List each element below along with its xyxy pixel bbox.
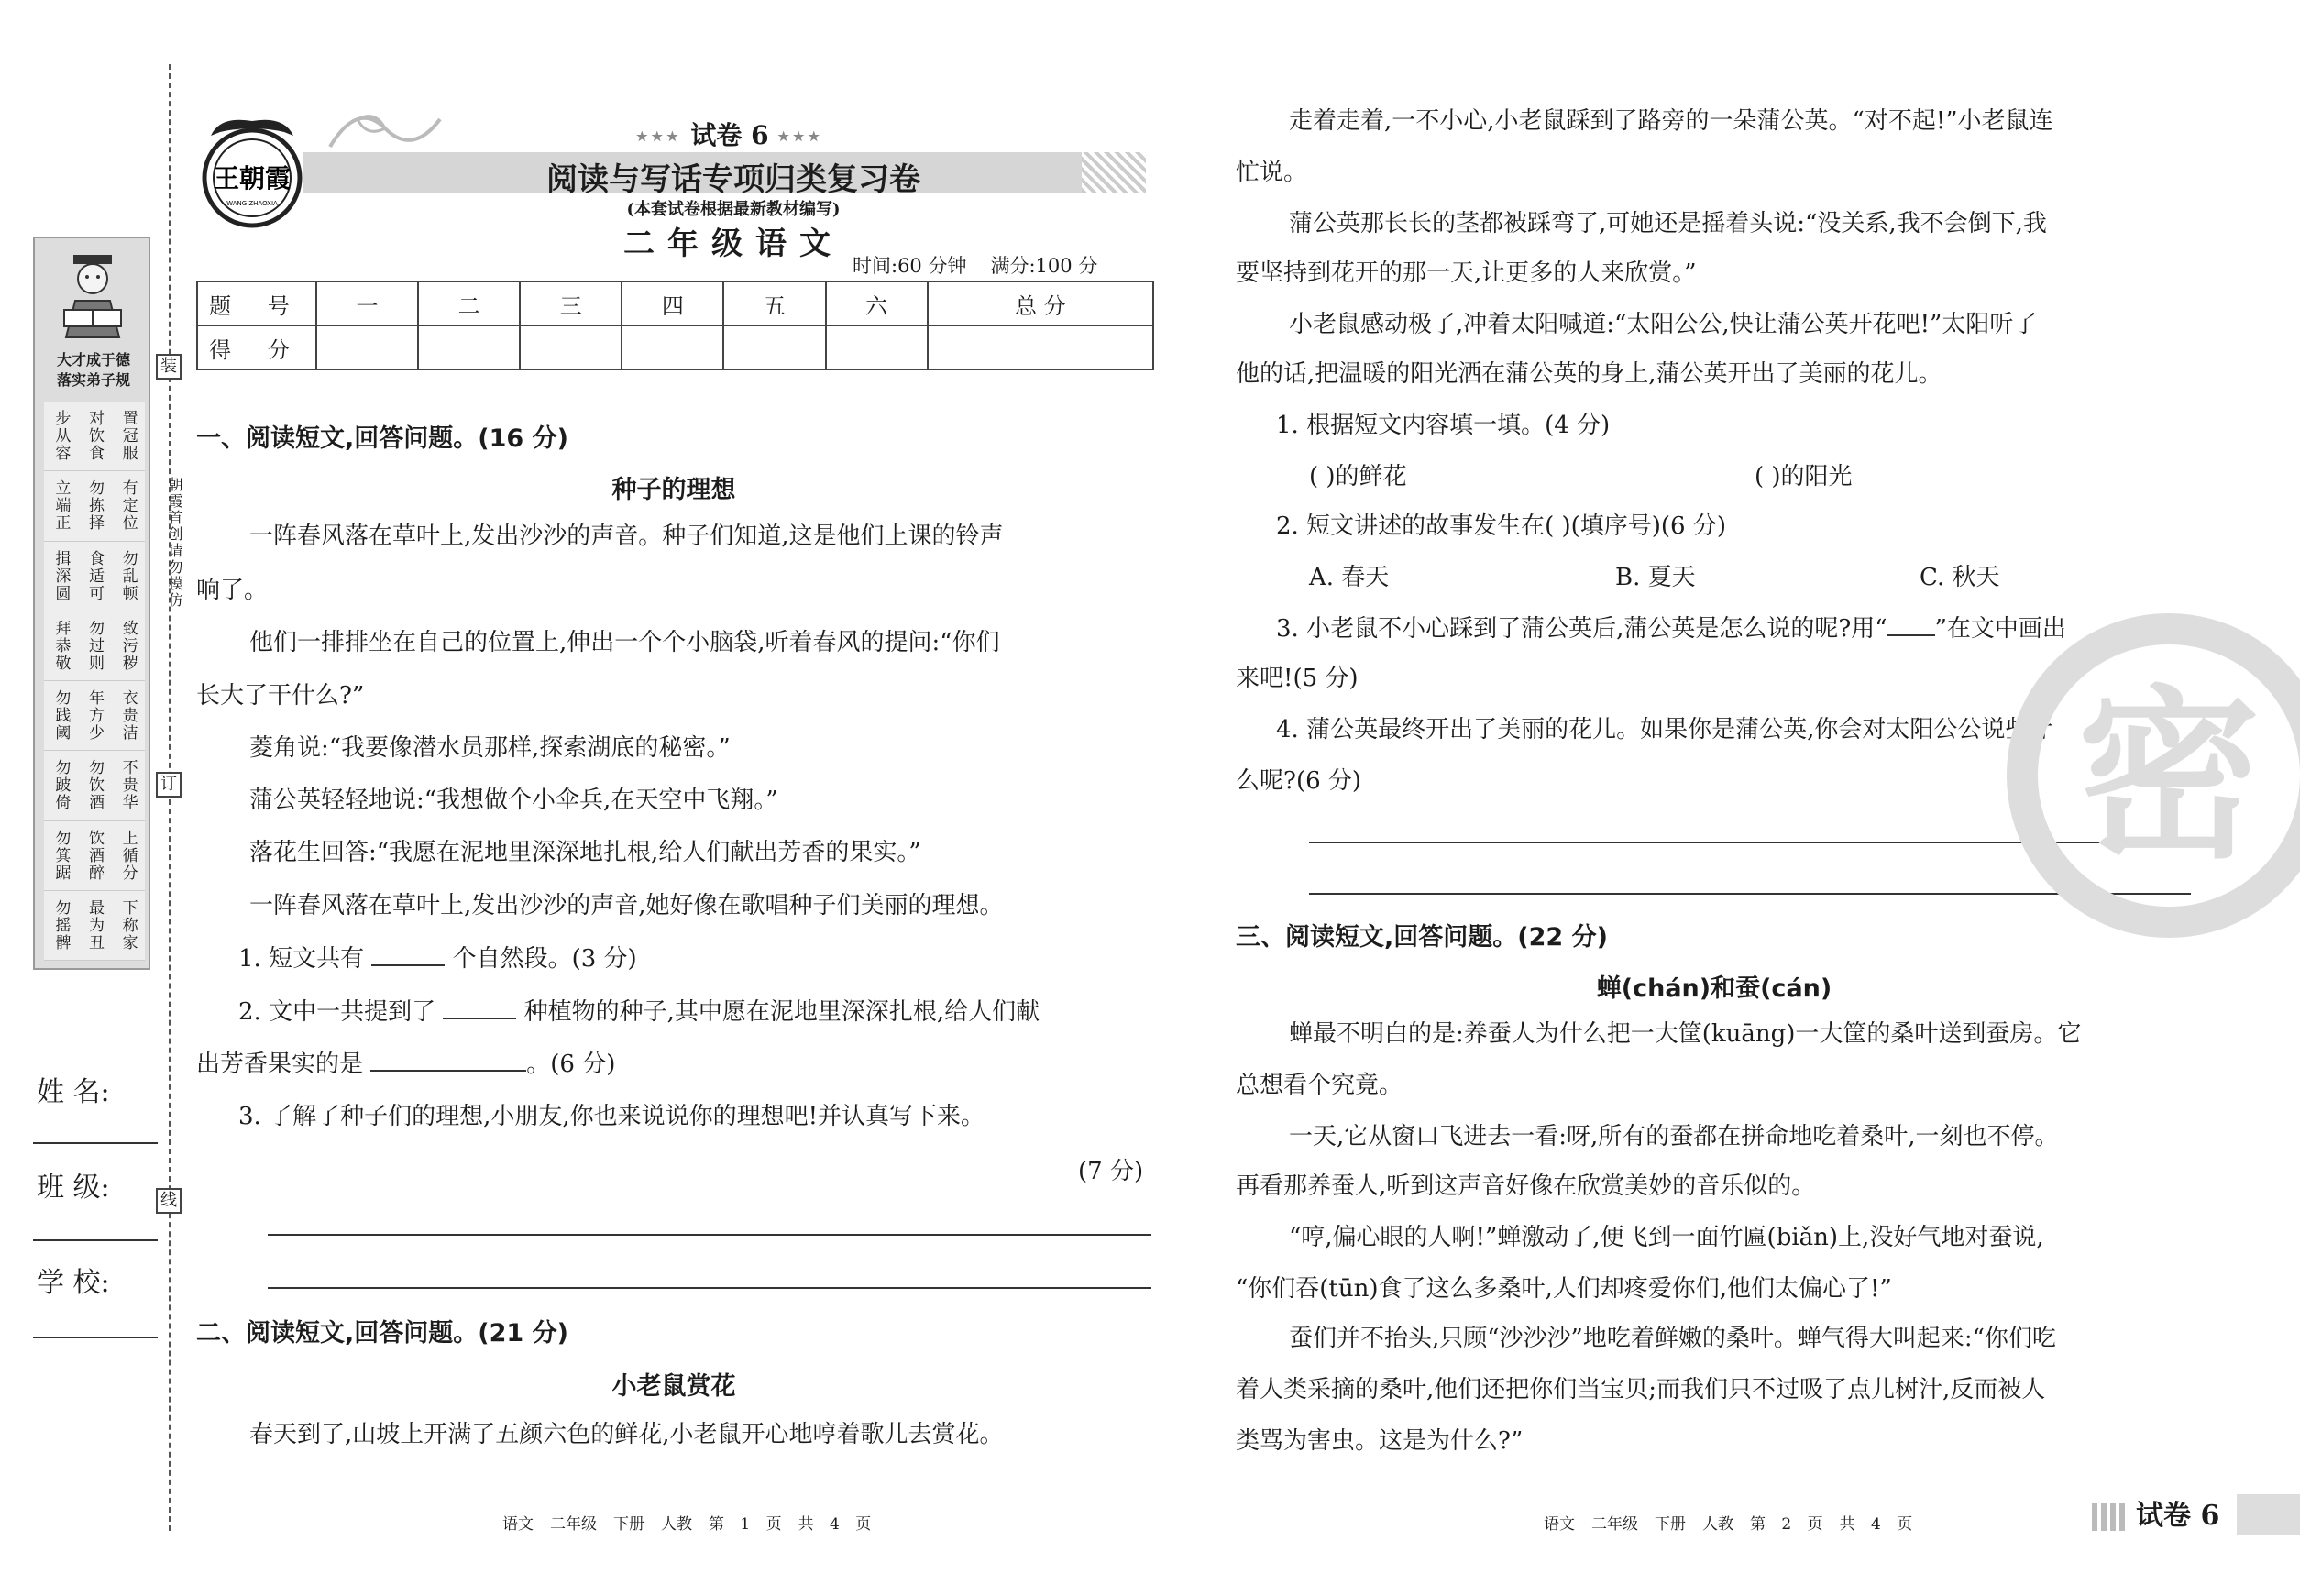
header-cell: 一	[316, 281, 418, 325]
motto-text: 饮酒醉	[84, 829, 104, 882]
s2-paragraph: 走着走着,一不小心,小老鼠踩到了路旁的一朵蒲公英。“对不起!”小老鼠连	[1289, 107, 2053, 135]
s2-paragraph: 蒲公英那长长的茎都被踩弯了,可她还是摇着头说:“没关系,我不会倒下,我	[1289, 210, 2047, 237]
s2-question-3-cont: 来吧!(5 分)	[1236, 665, 1359, 692]
class-label: 班 级:	[37, 1172, 110, 1204]
s1-paragraph: 落花生回答:“我愿在泥地里深深地扎根,给人们献出芳香的果实。”	[249, 839, 921, 866]
s1-q2-part-d: 。(6 分)	[526, 1051, 616, 1078]
score-table-score-row	[197, 325, 1153, 369]
score-cell[interactable]	[622, 325, 723, 369]
motto-text: 勿乱顿	[118, 549, 138, 602]
footer-left-total: 共 4 页	[798, 1515, 872, 1534]
header-cell: 总 分	[928, 281, 1153, 325]
motto-text: 置冠服	[118, 410, 138, 463]
school-label: 学 校:	[37, 1267, 110, 1299]
motto-text: 揖深圆	[51, 549, 71, 602]
class-field[interactable]	[33, 1239, 158, 1241]
score-cell[interactable]	[418, 325, 520, 369]
footer-right-page: 第 2 页	[1750, 1515, 1823, 1534]
motto-row	[44, 471, 145, 541]
motto-text: 拜恭敬	[51, 619, 71, 672]
s1-answer-line-2[interactable]	[268, 1287, 1151, 1289]
motto-text: 上循分	[118, 829, 138, 882]
s1-q2-part-b: 种植物的种子,其中愿在泥地里深深扎根,给人们献	[523, 998, 1040, 1026]
vertical-note-1: 朝霞首创	[166, 477, 183, 543]
motto-text: 衣贵洁	[118, 689, 138, 743]
s1-paragraph: 一阵春风落在草叶上,发出沙沙的声音。种子们知道,这是他们上课的铃声	[249, 523, 1004, 550]
watermark-char: 密	[2076, 668, 2261, 884]
score-table	[196, 281, 1154, 370]
time-info	[853, 251, 1097, 279]
s3-paragraph: 再看那养蚕人,听到这声音好像在欣赏美妙的音乐似的。	[1236, 1172, 1816, 1200]
s3-paragraph: “你们吞(tūn)食了这么多桑叶,人们却疼爱你们,他们太偏心了!”	[1236, 1275, 1892, 1303]
footer-right-edition: 人教	[1702, 1515, 1733, 1534]
sub-note: (本套试卷根据最新教材编写)	[626, 200, 841, 219]
s1-paragraph: 长大了干什么?”	[196, 682, 365, 710]
s1-answer-line-1[interactable]	[268, 1234, 1151, 1236]
motto-text: 最为丑	[84, 898, 104, 952]
s2-q1-fill-a[interactable]: ( )的鲜花	[1309, 463, 1407, 490]
title-banner-pattern	[1082, 152, 1146, 193]
s3-paragraph: 一天,它从窗口飞进去一看:呀,所有的蚕都在拼命地吃着桑叶,一刻也不停。	[1289, 1123, 2059, 1150]
cut-line	[169, 64, 171, 1531]
motto-row	[44, 402, 145, 471]
footer-left-page: 第 1 页	[709, 1515, 782, 1534]
main-title: 阅读与写话专项归类复习卷	[546, 161, 920, 198]
corner-dots	[2092, 1503, 2125, 1531]
footer-right	[1544, 1511, 1929, 1534]
section1-title: 种子的理想	[611, 476, 736, 504]
s1-q2-blank-2[interactable]	[370, 1048, 526, 1072]
s3-paragraph: 总想看个究竟。	[1236, 1072, 1403, 1099]
s2-q3-underline-sample	[1887, 612, 1935, 636]
seal-char-2: 订	[156, 772, 182, 798]
motto-row	[44, 681, 145, 751]
s1-q2-part-a: 2. 文中一共提到了	[238, 998, 436, 1026]
brand-name-en: WANG ZHAOXIA	[226, 200, 278, 207]
section2-title: 小老鼠赏花	[611, 1372, 736, 1401]
motto-row	[44, 891, 145, 961]
vertical-note-2: 请勿模仿	[166, 543, 183, 609]
seal-char-3: 线	[156, 1188, 182, 1214]
exam-number: ★★★ 试卷 6 ★★★	[635, 120, 824, 150]
s2-paragraph: 小老鼠感动极了,冲着太阳喊道:“太阳公公,快让蒲公英开花吧!”太阳听了	[1289, 311, 2038, 338]
brand-name: 王朝霞	[213, 163, 292, 193]
motto-text: 勿过则	[84, 619, 104, 672]
footer-right-grade: 二年级	[1591, 1515, 1638, 1534]
section3-title: 蝉(chán)和蚕(cán)	[1596, 974, 1832, 1003]
name-field[interactable]	[33, 1142, 158, 1144]
motto-columns	[44, 402, 145, 961]
footer-left-volume: 下册	[613, 1515, 644, 1534]
header-cell: 六	[826, 281, 928, 325]
s2-q2-option-c[interactable]: C. 秋天	[1920, 564, 2000, 591]
vertical-note	[147, 477, 183, 609]
footer-left	[502, 1511, 887, 1534]
corner-bar	[2237, 1494, 2300, 1535]
score-cell[interactable]	[928, 325, 1153, 369]
motto-text: 食适可	[84, 549, 104, 602]
s1-q1-part-a: 1. 短文共有	[238, 945, 365, 973]
time-limit: 时间:60 分钟	[853, 255, 967, 277]
s3-paragraph: 类骂为害虫。这是为什么?”	[1236, 1427, 1524, 1455]
footer-left-subject: 语文	[502, 1515, 534, 1534]
score-label-cell: 得 分	[197, 325, 316, 369]
s2-q2-option-b[interactable]: B. 夏天	[1615, 564, 1696, 591]
s2-paragraph: 他的话,把温暖的阳光洒在蒲公英的身上,蒲公英开出了美丽的花儿。	[1236, 360, 1942, 388]
footer-left-grade: 二年级	[550, 1515, 597, 1534]
grade-title: 二年级语文	[623, 226, 843, 262]
header-cell: 三	[520, 281, 622, 325]
section1-heading: 一、阅读短文,回答问题。(16 分)	[196, 424, 568, 453]
s1-paragraph: 响了。	[196, 577, 269, 604]
motto-row	[44, 611, 145, 681]
ribbon-icon	[321, 101, 449, 156]
s1-paragraph: 一阵春风落在草叶上,发出沙沙的声音,她好像在歌唱种子们美丽的理想。	[249, 892, 1004, 919]
footer-left-edition: 人教	[661, 1515, 692, 1534]
score-cell[interactable]	[826, 325, 928, 369]
motto-heading-1: 大才成于德	[56, 351, 130, 369]
motto-text: 勿摇髀	[51, 898, 71, 952]
footer-right-volume: 下册	[1655, 1515, 1686, 1534]
s2-question-2: 2. 短文讲述的故事发生在( )(填序号)(6 分)	[1276, 512, 1727, 540]
header-cell: 五	[723, 281, 825, 325]
secret-watermark-icon	[2004, 611, 2300, 941]
motto-text: 对饮食	[84, 410, 104, 463]
full-score: 满分:100 分	[990, 255, 1098, 277]
s2-question-3	[1276, 612, 2066, 645]
exam-number-text: 试卷 6	[690, 120, 769, 150]
section3-heading: 三、阅读短文,回答问题。(22 分)	[1236, 923, 1608, 952]
name-label: 姓 名:	[37, 1076, 110, 1108]
school-field[interactable]	[33, 1337, 158, 1338]
s1-question-2-cont	[196, 1048, 615, 1081]
s1-question-2	[238, 996, 1040, 1029]
s2-q3-part-b: ”在文中画出	[1934, 615, 2066, 643]
motto-text: 不贵华	[118, 759, 138, 812]
seal-char-1: 装	[156, 354, 182, 380]
motto-row	[44, 751, 145, 820]
scholar-figure-icon	[48, 249, 138, 341]
s1-q2-part-c: 出芳香果实的是	[196, 1051, 364, 1078]
s2-question-4-cont: 么呢?(6 分)	[1236, 767, 1362, 795]
score-table-header-row	[197, 281, 1153, 325]
score-cell[interactable]	[520, 325, 622, 369]
motto-text: 勿饮酒	[84, 759, 104, 812]
s1-question-3: 3. 了解了种子们的理想,小朋友,你也来说说你的理想吧!并认真写下来。	[238, 1103, 985, 1130]
motto-text: 勿拣择	[84, 479, 104, 533]
brand-logo-icon	[193, 108, 312, 237]
s3-paragraph: “哼,偏心眼的人啊!”蝉激动了,便飞到一面竹匾(biǎn)上,没好气地对蚕说,	[1289, 1224, 2044, 1251]
footer-right-subject: 语文	[1544, 1515, 1575, 1534]
s2-q1-fill-b[interactable]: ( )的阳光	[1755, 463, 1853, 490]
section2-heading: 二、阅读短文,回答问题。(21 分)	[196, 1319, 568, 1348]
s3-paragraph: 着人类采摘的桑叶,他们还把你们当宝贝;而我们只不过吸了点儿树汁,反而被人	[1236, 1376, 2046, 1403]
s3-paragraph: 蚕们并不抬头,只顾“沙沙沙”地吃着鲜嫩的桑叶。蝉气得大叫起来:“你们吃	[1289, 1325, 2056, 1352]
s2-q2-option-a[interactable]: A. 春天	[1309, 564, 1390, 591]
s3-paragraph: 蝉最不明白的是:养蚕人为什么把一大筐(kuāng)一大筐的桑叶送到蚕房。它	[1289, 1020, 2082, 1048]
s2-paragraph: 要坚持到花开的那一天,让更多的人来欣赏。”	[1236, 259, 1697, 287]
motto-row	[44, 542, 145, 611]
motto-text: 勿跛倚	[51, 759, 71, 812]
s2-question-1: 1. 根据短文内容填一填。(4 分)	[1276, 412, 1611, 439]
header-cell: 题 号	[197, 281, 316, 325]
s1-q1-part-b: 个自然段。(3 分)	[452, 945, 637, 973]
s1-q1-blank[interactable]	[371, 942, 445, 966]
motto-heading-2: 落实弟子规	[56, 371, 130, 389]
motto-text: 勿箕踞	[51, 829, 71, 882]
motto-row	[44, 821, 145, 891]
corner-exam-label: 试卷 6	[2136, 1500, 2220, 1532]
s1-paragraph: 他们一排排坐在自己的位置上,伸出一个个小脑袋,听着春风的提问:“你们	[249, 629, 1000, 656]
motto-text: 下称家	[118, 898, 138, 952]
motto-text: 有定位	[118, 479, 138, 533]
motto-panel	[33, 237, 150, 970]
motto-heading	[42, 350, 145, 391]
s2-q3-part-a: 3. 小老鼠不小心踩到了蒲公英后,蒲公英是怎么说的呢?用“	[1276, 615, 1887, 643]
header-cell: 四	[622, 281, 723, 325]
footer-right-total: 共 4 页	[1839, 1515, 1913, 1534]
s1-paragraph: 蒲公英轻轻地说:“我想做个小伞兵,在天空中飞翔。”	[249, 787, 778, 814]
motto-text: 致污秽	[118, 619, 138, 672]
score-cell[interactable]	[316, 325, 418, 369]
s2-paragraph: 忙说。	[1236, 159, 1308, 186]
motto-text: 年方少	[84, 689, 104, 743]
s1-question-1	[238, 942, 637, 975]
s1-q3-score: (7 分)	[1078, 1158, 1144, 1185]
header-cell: 二	[418, 281, 520, 325]
motto-text: 立端正	[51, 479, 71, 533]
s2-paragraph: 春天到了,山坡上开满了五颜六色的鲜花,小老鼠开心地哼着歌儿去赏花。	[249, 1421, 1004, 1448]
s1-q2-blank-1[interactable]	[443, 996, 516, 1019]
score-cell[interactable]	[723, 325, 825, 369]
s2-question-4: 4. 蒲公英最终开出了美丽的花儿。如果你是蒲公英,你会对太阳公公说些什	[1276, 716, 2053, 743]
motto-text: 步从容	[51, 410, 71, 463]
s1-paragraph: 菱角说:“我要像潜水员那样,探索湖底的秘密。”	[249, 734, 731, 762]
motto-text: 勿践阈	[51, 689, 71, 743]
